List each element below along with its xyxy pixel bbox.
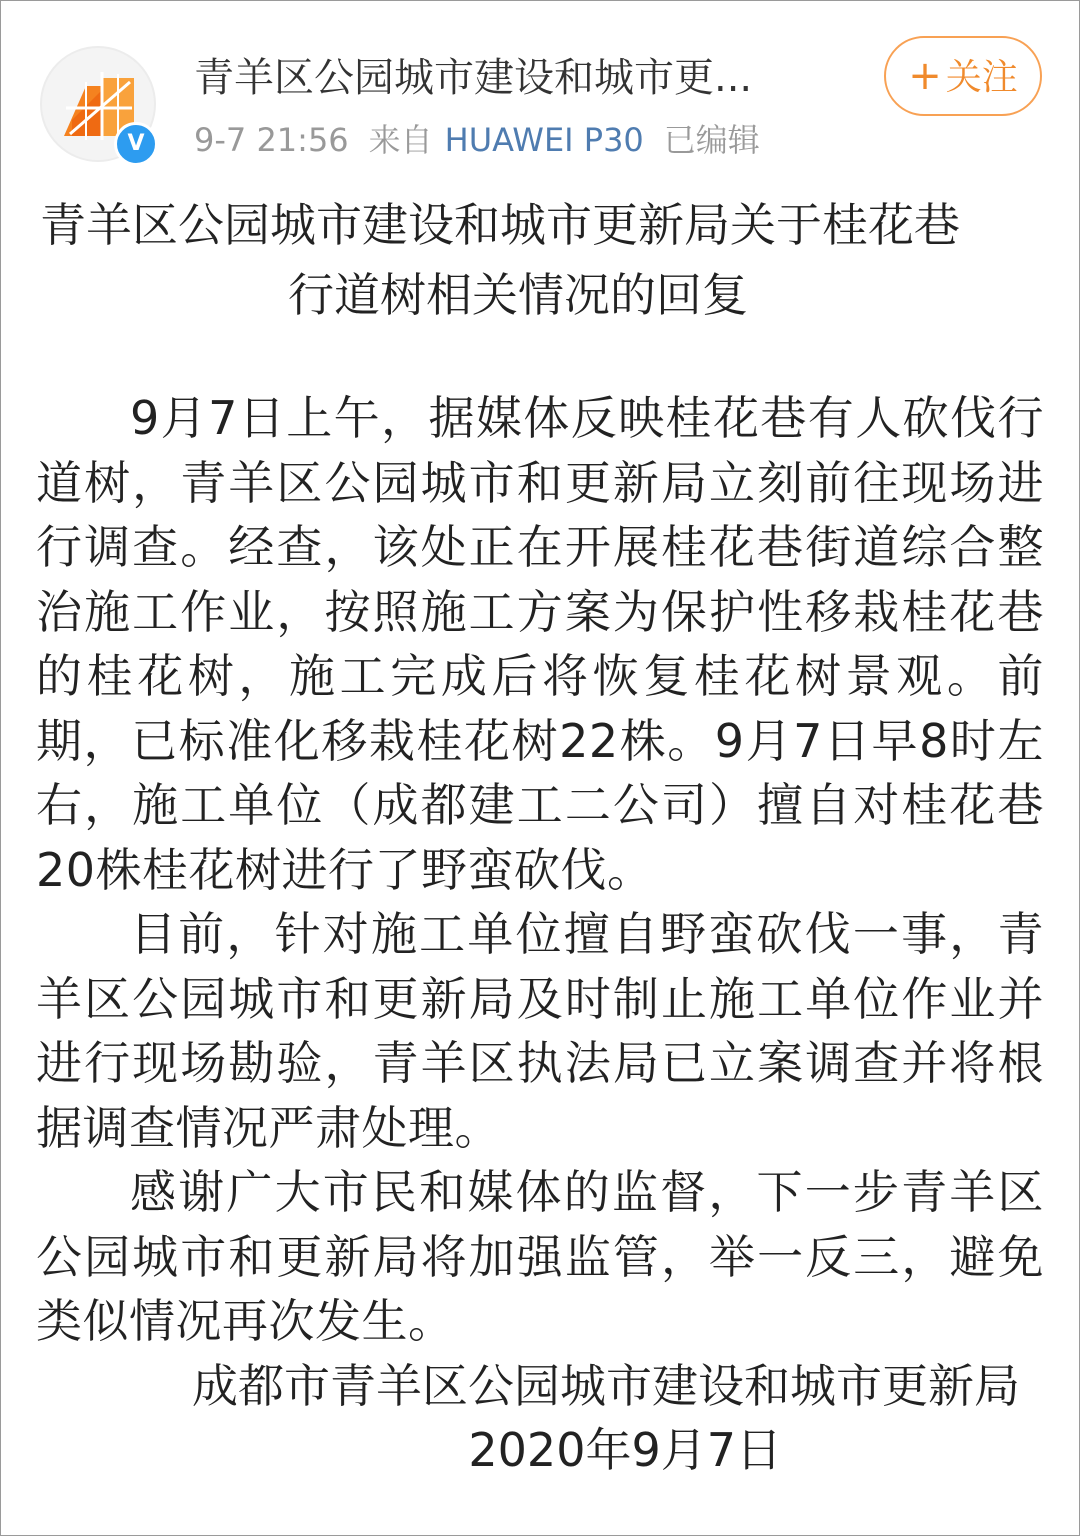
- verified-badge-icon: V: [114, 122, 158, 166]
- signature-org: 成都市青羊区公园城市建设和城市更新局: [192, 1359, 1020, 1413]
- source-device-link[interactable]: HUAWEI P30: [444, 121, 644, 159]
- avatar[interactable]: [40, 46, 156, 162]
- follow-label: 关注: [945, 57, 1018, 98]
- title-line-1: 青羊区公园城市建设和城市更新局关于桂花巷: [40, 198, 960, 252]
- paragraph-2: 目前，针对施工单位擅自野蛮砍伐一事，青羊区公园城市和更新局及时制止施工单位作业并进行现场勘验，青羊区执法局已立案调查并将根据调查情况严肃处理。: [36, 907, 1044, 1155]
- signature: [36, 1354, 1020, 1482]
- source-prefix: 来自: [368, 121, 433, 159]
- follow-button[interactable]: [884, 36, 1042, 116]
- post-timestamp: 9-7 21:56: [194, 121, 349, 159]
- signature-date: 2020年9月7日: [468, 1423, 782, 1477]
- post-meta: [194, 116, 780, 164]
- account-name[interactable]: 青羊区公园城市建设和城市更...: [194, 55, 753, 101]
- title-line-2: 行道树相关情况的回复: [288, 268, 748, 322]
- plus-icon: +: [908, 53, 942, 99]
- paragraph-3: 感谢广大市民和媒体的监督，下一步青羊区公园城市和更新局将加强监管，举一反三，避免类似情况再次发生。: [36, 1165, 1044, 1348]
- paragraph-1: 9月7日上午，据媒体反映桂花巷有人砍伐行道树，青羊区公园城市和更新局立刻前往现场进行调查。经查，该处正在开展桂花巷街道综合整治施工作业，按照施工方案为保护性移栽桂花巷的桂花树，施工完成后将恢复桂花树景观。前期，已标准化移栽桂花树22株。9月7日早8时左右，施工单位（成都建工二公司）擅自对桂花巷20株桂花树进行了野蛮砍伐。: [36, 391, 1044, 897]
- article-body: [36, 386, 1044, 1354]
- article-title: [36, 190, 1044, 330]
- edited-label: 已编辑: [663, 121, 760, 159]
